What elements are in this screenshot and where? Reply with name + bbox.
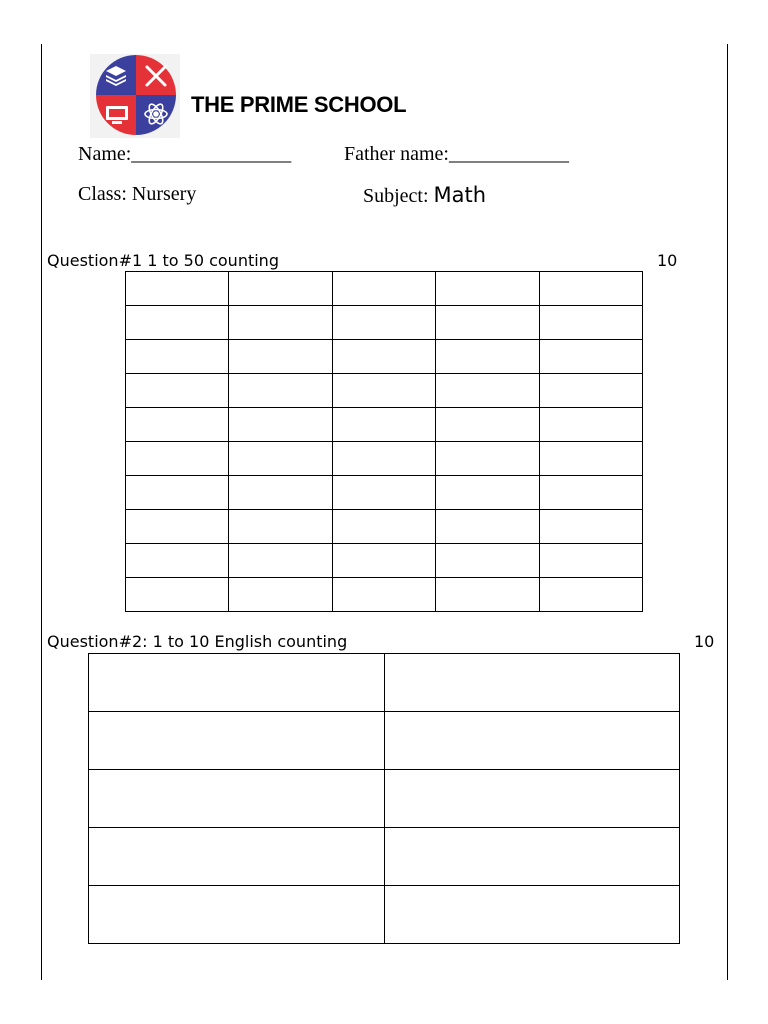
- question-1-answer-cell[interactable]: [126, 510, 229, 544]
- question-1-answer-cell[interactable]: [332, 306, 435, 340]
- question-1-title: Question#1 1 to 50 counting: [47, 251, 279, 270]
- question-1-answer-cell[interactable]: [539, 442, 642, 476]
- question-1-answer-cell[interactable]: [436, 578, 539, 612]
- question-1-answer-cell[interactable]: [126, 442, 229, 476]
- question-2-answer-cell[interactable]: [384, 828, 680, 886]
- question-1-answer-cell[interactable]: [539, 476, 642, 510]
- question-1-answer-cell[interactable]: [539, 408, 642, 442]
- question-1-answer-cell[interactable]: [436, 544, 539, 578]
- subject-value: Math: [433, 183, 487, 207]
- question-1-answer-cell[interactable]: [332, 272, 435, 306]
- question-2-marks: 10: [694, 632, 715, 651]
- question-2-answer-grid: [88, 653, 680, 944]
- question-1-answer-cell[interactable]: [229, 272, 332, 306]
- question-1-answer-cell[interactable]: [436, 442, 539, 476]
- question-1-answer-cell[interactable]: [436, 476, 539, 510]
- question-1-answer-cell[interactable]: [229, 442, 332, 476]
- question-2-answer-cell[interactable]: [384, 712, 680, 770]
- question-1-answer-cell[interactable]: [436, 510, 539, 544]
- question-1-answer-grid: [125, 271, 643, 612]
- question-1-answer-cell[interactable]: [539, 340, 642, 374]
- question-2-row: [89, 770, 680, 828]
- subject-label: Subject:: [363, 185, 434, 207]
- question-2-answer-cell[interactable]: [89, 770, 385, 828]
- question-1-answer-cell[interactable]: [229, 544, 332, 578]
- question-1-answer-cell[interactable]: [229, 476, 332, 510]
- question-1-answer-cell[interactable]: [539, 510, 642, 544]
- question-1-answer-cell[interactable]: [229, 578, 332, 612]
- class-field: Class: Nursery: [78, 183, 197, 205]
- name-field: Name:________________: [78, 143, 292, 165]
- question-1-answer-cell[interactable]: [126, 374, 229, 408]
- question-1-answer-cell[interactable]: [126, 272, 229, 306]
- question-1-answer-cell[interactable]: [229, 408, 332, 442]
- question-1-answer-cell[interactable]: [332, 408, 435, 442]
- question-1-answer-cell[interactable]: [539, 374, 642, 408]
- question-1-answer-cell[interactable]: [539, 578, 642, 612]
- question-1-answer-cell[interactable]: [539, 272, 642, 306]
- question-1-answer-cell[interactable]: [229, 374, 332, 408]
- question-2-answer-cell[interactable]: [384, 654, 680, 712]
- question-1-answer-cell[interactable]: [436, 374, 539, 408]
- question-1-answer-cell[interactable]: [332, 476, 435, 510]
- question-1-row: [126, 578, 643, 612]
- question-1-answer-cell[interactable]: [539, 544, 642, 578]
- question-1-answer-cell[interactable]: [126, 408, 229, 442]
- question-1-row: [126, 272, 643, 306]
- question-1-answer-cell[interactable]: [126, 476, 229, 510]
- question-2-answer-cell[interactable]: [384, 886, 680, 944]
- question-1-answer-cell[interactable]: [126, 578, 229, 612]
- question-2-row: [89, 886, 680, 944]
- school-logo: [90, 54, 180, 138]
- question-2-answer-cell[interactable]: [89, 654, 385, 712]
- question-1-row: [126, 408, 643, 442]
- question-1-answer-cell[interactable]: [332, 544, 435, 578]
- question-1-answer-cell[interactable]: [332, 510, 435, 544]
- question-1-row: [126, 510, 643, 544]
- question-1-answer-cell[interactable]: [332, 578, 435, 612]
- question-1-answer-cell[interactable]: [126, 306, 229, 340]
- question-1-row: [126, 340, 643, 374]
- question-1-answer-cell[interactable]: [436, 306, 539, 340]
- question-1-answer-cell[interactable]: [539, 306, 642, 340]
- question-1-row: [126, 442, 643, 476]
- question-1-answer-cell[interactable]: [229, 340, 332, 374]
- question-1-answer-cell[interactable]: [126, 340, 229, 374]
- question-2-row: [89, 654, 680, 712]
- question-2-answer-cell[interactable]: [89, 712, 385, 770]
- question-1-answer-cell[interactable]: [332, 374, 435, 408]
- question-1-answer-cell[interactable]: [436, 340, 539, 374]
- question-1-row: [126, 544, 643, 578]
- question-2-answer-cell[interactable]: [384, 770, 680, 828]
- question-1-answer-cell[interactable]: [229, 306, 332, 340]
- question-1-row: [126, 374, 643, 408]
- school-name: THE PRIME SCHOOL: [191, 92, 407, 117]
- question-1-answer-cell[interactable]: [229, 510, 332, 544]
- question-1-answer-cell[interactable]: [126, 544, 229, 578]
- father-name-field: Father name:____________: [344, 143, 569, 165]
- question-1-row: [126, 476, 643, 510]
- question-1-answer-cell[interactable]: [436, 408, 539, 442]
- question-2-row: [89, 712, 680, 770]
- question-2-row: [89, 828, 680, 886]
- question-1-answer-cell[interactable]: [332, 442, 435, 476]
- question-1-row: [126, 306, 643, 340]
- question-2-answer-cell[interactable]: [89, 886, 385, 944]
- question-1-answer-cell[interactable]: [436, 272, 539, 306]
- page-border-right: [727, 44, 728, 980]
- page-border-left: [41, 44, 42, 980]
- question-1-answer-cell[interactable]: [332, 340, 435, 374]
- question-2-title: Question#2: 1 to 10 English counting: [47, 632, 348, 651]
- question-1-marks: 10: [657, 251, 678, 270]
- subject-field: [363, 183, 486, 208]
- question-2-answer-cell[interactable]: [89, 828, 385, 886]
